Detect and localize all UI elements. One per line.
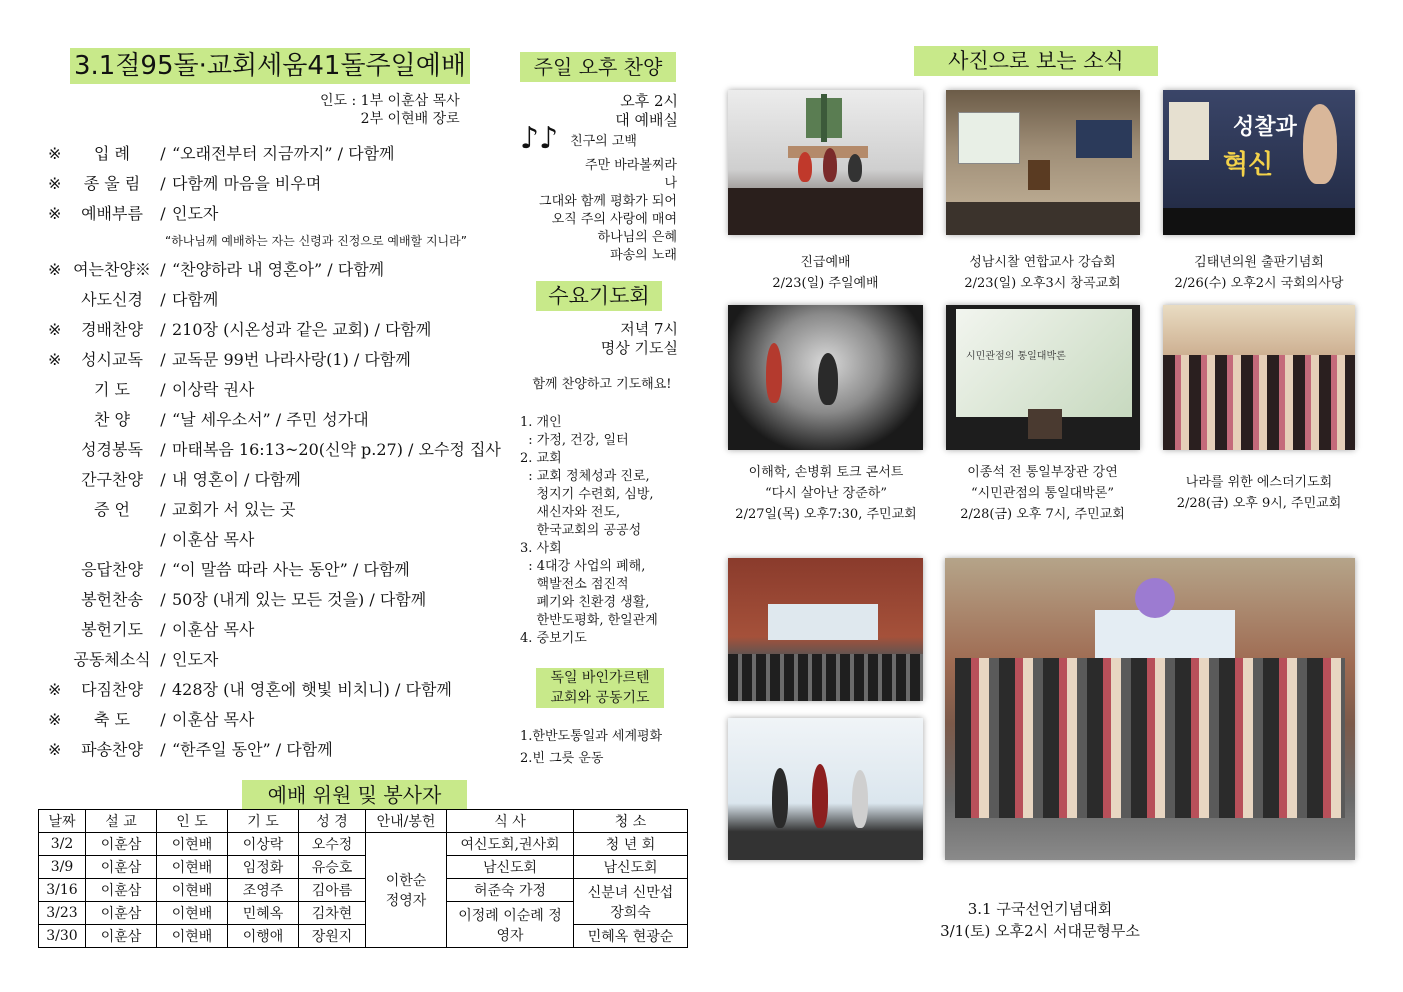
- order-mark: ※: [48, 144, 62, 163]
- cell: 민혜옥: [228, 902, 299, 925]
- caption-line: 2/26(수) 오후2시 국회의사당: [1174, 276, 1344, 291]
- wednesday-place: 명상 기도실: [600, 339, 678, 357]
- photo-group: [945, 558, 1355, 860]
- cell: 3/9: [39, 856, 86, 879]
- prayer-topic-line: 폐기와 친환경 생활,: [520, 595, 650, 610]
- caption-photo-2: [930, 252, 1155, 294]
- song-item: 나: [664, 176, 677, 191]
- order-item-name: 기 도: [94, 380, 130, 399]
- photo-promotion-worship: [728, 90, 923, 235]
- caption-photo-3: [1155, 252, 1363, 294]
- book-title-1: 성찰과: [1233, 115, 1297, 140]
- cell: 이훈삼: [86, 925, 157, 948]
- caption-photo-4: [720, 462, 932, 525]
- photo-rally-outdoor: [728, 558, 923, 701]
- caption-line: 이종석 전 통일부장관 강연: [967, 465, 1118, 480]
- order-mark: ※: [48, 174, 62, 193]
- order-item-name: 경배찬양: [81, 320, 143, 339]
- col-guide: 안내/봉헌: [366, 810, 447, 833]
- screen-text: 시민관점의 통일대박론: [966, 351, 1066, 362]
- order-separator: /: [160, 500, 166, 519]
- crowd: [728, 654, 923, 701]
- caption-photo-6: [1155, 472, 1363, 514]
- joint-prayer-item: 2.빈 그릇 운동: [520, 751, 604, 766]
- staff-table: [38, 809, 688, 948]
- order-item-text: 인도자: [172, 650, 219, 669]
- order-row: [48, 199, 218, 229]
- cell: 장원지: [299, 925, 366, 948]
- order-row: [48, 495, 295, 525]
- order-item-text: “찬양하라 내 영혼아” / 다함께: [172, 260, 385, 279]
- order-item-name: 봉헌기도: [81, 620, 143, 639]
- order-item-text: 이훈삼 목사: [172, 620, 255, 639]
- cell: 이행애: [228, 925, 299, 948]
- order-separator: /: [160, 530, 166, 549]
- person: [1303, 104, 1337, 184]
- order-item-name: 축 도: [94, 710, 130, 729]
- order-separator: /: [160, 560, 166, 579]
- order-item-name: 성시교독: [81, 350, 143, 369]
- caption-line: “다시 살아난 장준하”: [764, 486, 888, 501]
- order-separator: /: [160, 144, 166, 163]
- song-item: 오직 주의 사랑에 매여: [551, 212, 677, 227]
- person: [766, 343, 782, 403]
- order-item-name: 여는찬양※: [73, 260, 151, 279]
- pulpit: [1028, 409, 1062, 439]
- photo-talk-concert: [728, 305, 923, 450]
- caption-line: 2/23(일) 오후3시 창곡교회: [964, 276, 1121, 291]
- order-row: [48, 525, 254, 555]
- order-separator: /: [160, 440, 166, 459]
- order-item-text: 교회가 서 있는 곳: [172, 500, 296, 519]
- col-leader: 인 도: [157, 810, 228, 833]
- table-row: [39, 833, 688, 856]
- cell: 김차현: [299, 902, 366, 925]
- table-row: [39, 879, 688, 902]
- caption-line: 2/28(금) 오후 9시, 주민교회: [1176, 496, 1342, 511]
- order-item-name: 공동체소식: [73, 650, 151, 669]
- order-item-text: 이훈삼 목사: [172, 710, 255, 729]
- music-notes-icon: ♪♪: [520, 121, 559, 156]
- joint-prayer-title-line1: 독일 바인가르텐: [550, 670, 650, 686]
- pulpit: [1028, 160, 1050, 190]
- cell: 유승호: [299, 856, 366, 879]
- sunday-praise-title: 주일 오후 찬양: [520, 52, 676, 82]
- caption-line: 이해학, 손병휘 토크 콘서트: [748, 465, 904, 480]
- caption-line: 나라를 위한 에스더기도회: [1185, 475, 1333, 490]
- order-item-text: 인도자: [172, 204, 219, 223]
- order-row: [48, 169, 321, 199]
- person: [848, 154, 862, 182]
- cell: 3/16: [39, 879, 86, 902]
- cell: 이현배: [157, 902, 228, 925]
- order-item-name: 성경봉독: [81, 440, 143, 459]
- photo-teacher-seminar: [946, 90, 1140, 235]
- order-item-name: 다짐찬양: [81, 680, 143, 699]
- caption-photo-rally: [900, 898, 1180, 942]
- order-separator: /: [160, 174, 166, 193]
- order-item-text: 마태복음 16:13~20(신약 p.27) / 오수정 집사: [172, 440, 501, 459]
- col-scripture: 성 경: [299, 810, 366, 833]
- order-row: [48, 315, 431, 345]
- staff-title: 예배 위원 및 봉사자: [242, 780, 467, 810]
- prayer-topic-line: 핵발전소 점진적: [520, 577, 629, 592]
- joint-prayer-title-line2: 교회와 공동기도: [550, 690, 650, 706]
- order-separator: /: [160, 260, 166, 279]
- leader-line-2: 2부 이현배 장로: [360, 111, 460, 127]
- guide-cell: 이한순 정영자: [366, 833, 447, 948]
- person: [812, 764, 828, 828]
- order-separator: /: [160, 650, 166, 669]
- order-item-name: 간구찬양: [81, 470, 143, 489]
- order-item-name: 입 례: [94, 144, 130, 163]
- order-item-text: 다함께: [172, 290, 219, 309]
- col-clean: 청 소: [574, 810, 688, 833]
- cell: 남신도회: [447, 856, 574, 879]
- cell: 남신도회: [574, 856, 688, 879]
- photo-news-title: 사진으로 보는 소식: [914, 46, 1158, 76]
- photo-lecture: [946, 305, 1140, 450]
- page-title: 3.1절95돌·교회세움41돌주일예배: [70, 48, 470, 84]
- order-row: [48, 405, 369, 435]
- caption-line: 2/28(금) 오후 7시, 주민교회: [960, 507, 1125, 522]
- prayer-topic-line: 청지기 수련회, 심방,: [520, 487, 654, 502]
- cell: 3/23: [39, 902, 86, 925]
- caption-photo-5: [935, 462, 1150, 525]
- order-item-text: 428장 (내 영혼에 햇빛 비치니) / 다함께: [172, 680, 452, 699]
- prayer-topic-line: 한국교회의 공공성: [520, 523, 642, 538]
- cell: 이현배: [157, 833, 228, 856]
- caption-line: 3/1(토) 오후2시 서대문형무소: [940, 922, 1140, 940]
- wednesday-schedule: [560, 320, 678, 358]
- prayer-topic-line: 한반도평화, 한일관계: [520, 613, 658, 628]
- cell: 이훈삼: [86, 902, 157, 925]
- order-separator: /: [160, 590, 166, 609]
- order-item-text: 내 영혼이 / 다함께: [172, 470, 301, 489]
- order-separator: /: [160, 620, 166, 639]
- cell: 이현배: [157, 925, 228, 948]
- song-item: 그대와 함께 평화가 되어: [539, 194, 677, 209]
- order-row: [48, 675, 452, 705]
- caption-line: “시민관점의 통일대박론”: [970, 486, 1114, 501]
- caption-photo-1: [728, 252, 923, 294]
- order-separator: /: [160, 470, 166, 489]
- order-separator: /: [160, 320, 166, 339]
- worship-quote: “하나님께 예배하는 자는 신령과 진정으로 예배할 지니라”: [165, 234, 467, 248]
- photo-esther-prayer: [1163, 305, 1355, 450]
- order-item-name: 증 언: [94, 500, 130, 519]
- col-meal: 식 사: [447, 810, 574, 833]
- song-item: 친구의 고백: [570, 134, 637, 149]
- sunday-place: 대 예배실: [615, 111, 678, 129]
- col-prayer: 기 도: [228, 810, 299, 833]
- order-separator: /: [160, 380, 166, 399]
- cell: 3/2: [39, 833, 86, 856]
- song-list: [515, 133, 677, 265]
- cell: 이훈삼: [86, 879, 157, 902]
- wednesday-time: 저녁 7시: [620, 320, 678, 338]
- order-row: [48, 465, 301, 495]
- order-mark: ※: [48, 204, 62, 223]
- joint-prayer-items: [520, 726, 690, 770]
- order-item-text: “날 세우소서” / 주민 성가대: [172, 410, 369, 429]
- photo-rally-stage: [728, 718, 923, 860]
- balloon: [1135, 578, 1175, 618]
- caption-line: 2/23(일) 주일예배: [772, 276, 879, 291]
- order-item-text: 50장 (내게 있는 모든 것을) / 다함께: [172, 590, 427, 609]
- cell: 신분녀 신만섭 장희숙: [574, 879, 688, 925]
- person: [852, 770, 868, 828]
- leader-line-1: 인도 : 1부 이훈삼 목사: [320, 93, 460, 109]
- order-separator: /: [160, 290, 166, 309]
- order-row: [48, 705, 254, 735]
- order-item-name: 찬 양: [94, 410, 130, 429]
- order-separator: /: [160, 204, 166, 223]
- group-of-people: [1163, 355, 1355, 450]
- wednesday-title: 수요기도회: [536, 281, 662, 311]
- order-item-text: “한주일 동안” / 다함께: [172, 740, 333, 759]
- prayer-topic-line: : 4대강 사업의 폐해,: [520, 559, 646, 574]
- order-row: [48, 735, 333, 765]
- cell: 오수정: [299, 833, 366, 856]
- cell: 허준숙 가정: [447, 879, 574, 902]
- order-item-text: 다함께 마음을 비우며: [172, 174, 322, 193]
- prayer-topic-line: 3. 사회: [520, 541, 562, 556]
- order-mark: ※: [48, 740, 62, 759]
- order-item-name: 사도신경: [81, 290, 143, 309]
- audience: [1163, 208, 1355, 235]
- person: [798, 152, 812, 182]
- person: [818, 353, 838, 405]
- order-item-text: 이상락 권사: [172, 380, 255, 399]
- prayer-topic-line: 1. 개인: [520, 415, 562, 430]
- projector-screen: [958, 112, 1020, 164]
- book-cover: [1169, 102, 1209, 160]
- order-row: [48, 139, 394, 169]
- person: [772, 768, 788, 828]
- sunday-time: 오후 2시: [620, 92, 678, 110]
- order-mark: ※: [48, 260, 62, 279]
- audience: [946, 202, 1140, 235]
- cell: 이훈삼: [86, 833, 157, 856]
- order-mark: ※: [48, 710, 62, 729]
- cross-shape: [821, 94, 827, 142]
- order-item-text: 교독문 99번 나라사랑(1) / 다함께: [172, 350, 411, 369]
- order-item-text: 이훈삼 목사: [172, 530, 255, 549]
- banner: [1076, 120, 1132, 158]
- caption-line: 진급예배: [800, 255, 851, 270]
- order-separator: /: [160, 710, 166, 729]
- cell: 청 년 회: [574, 833, 688, 856]
- cell: 이훈삼: [86, 856, 157, 879]
- prayer-topic-line: : 교회 정체성과 진로,: [520, 469, 650, 484]
- order-mark: ※: [48, 680, 62, 699]
- order-row: [48, 555, 410, 585]
- order-row: [48, 615, 254, 645]
- order-item-name: 예배부름: [81, 204, 143, 223]
- order-row: [48, 435, 501, 465]
- order-item-text: “이 말씀 따라 사는 동안” / 다함께: [172, 560, 410, 579]
- photo-book-launch: [1163, 90, 1355, 235]
- table-row: [39, 925, 688, 948]
- order-mark: ※: [48, 350, 62, 369]
- order-row: [48, 285, 218, 315]
- group-of-people: [955, 658, 1345, 818]
- order-separator: /: [160, 410, 166, 429]
- cell: 민혜옥 현광순: [574, 925, 688, 948]
- order-row: [48, 375, 254, 405]
- order-item-name: 종 울 림: [83, 174, 141, 193]
- order-item-name: 파송찬양: [81, 740, 143, 759]
- staff-header-row: [39, 810, 688, 833]
- book-title-2: 혁신: [1223, 150, 1274, 180]
- caption-line: 2/27일(목) 오후7:30, 주민교회: [735, 507, 917, 522]
- caption-line: 김태년의원 출판기념회: [1194, 255, 1324, 270]
- prayer-topics: [520, 414, 685, 648]
- order-mark: ※: [48, 320, 62, 339]
- song-item: 하나님의 은혜: [597, 230, 677, 245]
- cell: 조영주: [228, 879, 299, 902]
- order-item-name: 봉헌찬송: [81, 590, 143, 609]
- projector-screen: [956, 309, 1132, 417]
- caption-line: 3.1 구국선언기념대회: [967, 900, 1113, 918]
- cell: 여신도회,권사회: [447, 833, 574, 856]
- order-separator: /: [160, 740, 166, 759]
- prayer-topic-line: 2. 교회: [520, 451, 562, 466]
- cell: 이현배: [157, 879, 228, 902]
- cell: 김아름: [299, 879, 366, 902]
- order-item-text: “오래전부터 지금까지” / 다함께: [172, 144, 395, 163]
- order-row: [48, 255, 384, 285]
- order-separator: /: [160, 350, 166, 369]
- order-row: [48, 585, 426, 615]
- service-leaders: [320, 92, 460, 128]
- congregation: [728, 188, 923, 235]
- prayer-topic-line: : 가정, 건강, 일터: [520, 433, 629, 448]
- order-item-name: 응답찬양: [81, 560, 143, 579]
- table-row: [39, 856, 688, 879]
- stage-banner: [768, 604, 878, 640]
- cell: 이현배: [157, 856, 228, 879]
- prayer-topic-line: 4. 중보기도: [520, 631, 587, 646]
- order-separator: /: [160, 680, 166, 699]
- song-item: 파송의 노래: [610, 248, 677, 263]
- wednesday-invite: 함께 찬양하고 기도해요!: [532, 377, 672, 392]
- order-row: [48, 345, 411, 375]
- order-row: [48, 645, 218, 675]
- joint-prayer-item: 1.한반도통일과 세계평화: [520, 729, 663, 744]
- cell: 이상락: [228, 833, 299, 856]
- person: [823, 148, 837, 182]
- cell: 3/30: [39, 925, 86, 948]
- cell: 이정례 이순례 정영자: [447, 902, 574, 948]
- col-sermon: 설 교: [86, 810, 157, 833]
- order-item-text: 210장 (시온성과 같은 교회) / 다함께: [172, 320, 432, 339]
- cell: 임정화: [228, 856, 299, 879]
- caption-line: 성남시찰 연합교사 강습회: [969, 255, 1116, 270]
- prayer-topic-line: 새신자와 전도,: [520, 505, 621, 520]
- song-item: 주만 바라볼찌라: [584, 158, 677, 173]
- col-date: 날짜: [39, 810, 86, 833]
- sunday-schedule: [560, 92, 678, 130]
- joint-prayer-title: [536, 668, 664, 708]
